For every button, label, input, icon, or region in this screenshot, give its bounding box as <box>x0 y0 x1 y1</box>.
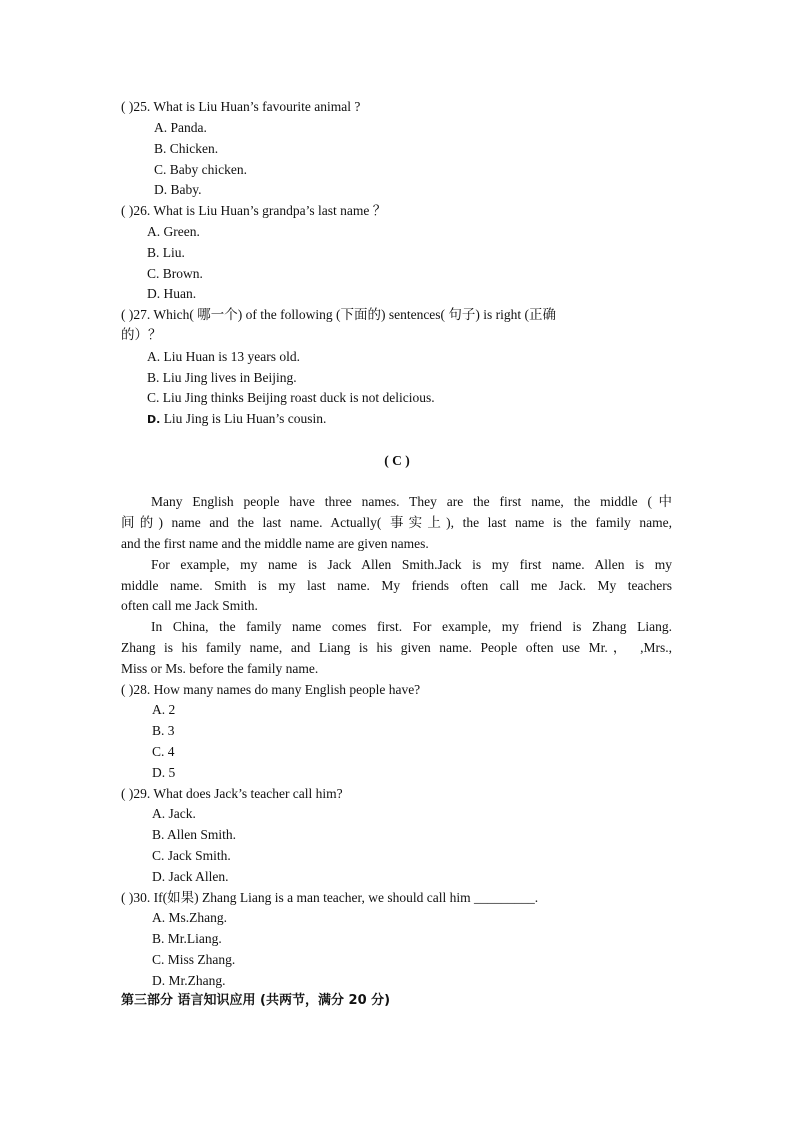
q28-option-c: C. 4 <box>152 744 175 759</box>
q25-option-c: C. Baby chicken. <box>154 162 247 177</box>
q27-option-d-text: Liu Jing is Liu Huan’s cousin. <box>160 411 327 426</box>
q30-option-b: B. Mr.Liang. <box>152 931 222 946</box>
q29-option-a: A. Jack. <box>152 806 196 821</box>
question-25-stem: ( )25. What is Liu Huan’s favourite animal ? <box>121 99 361 114</box>
q28-option-a: A. 2 <box>152 702 176 717</box>
question-26-stem: ( )26. What is Liu Huan’s grandpa’s last name ？ <box>121 203 387 218</box>
q27-option-c: C. Liu Jing thinks Beijing roast duck is not delicious. <box>147 390 435 405</box>
passage-p2-line1: For example, my name is Jack Allen Smith.Jack is my first name. Allen is my <box>151 557 672 572</box>
passage-p2-line2: middle name. Smith is my last name. My friends often call me Jack. My teachers <box>121 578 672 593</box>
q25-option-a: A. Panda. <box>154 120 207 135</box>
section-c-heading: ( C ) <box>384 453 410 468</box>
q26-option-b: B. Liu. <box>147 245 185 260</box>
q27-option-d <box>147 409 326 429</box>
question-27-stem-line1: ( )27. Which( 哪一个) of the following (下面的) sentences( 句子) is right (正确 <box>121 307 557 322</box>
q27-option-a: A. Liu Huan is 13 years old. <box>147 349 300 364</box>
q28-option-d: D. 5 <box>152 765 176 780</box>
passage-p3-line2: Zhang is his family name, and Liang is his given name. People often use Mr.， ,Mrs., <box>121 640 672 655</box>
question-29-stem: ( )29. What does Jack’s teacher call him? <box>121 786 343 801</box>
question-28-stem: ( )28. How many names do many English people have? <box>121 682 421 697</box>
q30-option-c: C. Miss Zhang. <box>152 952 236 967</box>
q30-option-a: A. Ms.Zhang. <box>152 910 227 925</box>
q25-option-d: D. Baby. <box>154 182 202 197</box>
passage-p2-line3: often call me Jack Smith. <box>121 598 258 613</box>
q26-option-c: C. Brown. <box>147 266 203 281</box>
passage-p1-line2: 间的) name and the last name. Actually( 事实上), the last name is the family name, <box>121 515 672 530</box>
q29-option-c: C. Jack Smith. <box>152 848 231 863</box>
q27-option-b: B. Liu Jing lives in Beijing. <box>147 370 297 385</box>
passage-p3-line3: Miss or Ms. before the family name. <box>121 661 319 676</box>
question-30-stem: ( )30. If(如果) Zhang Liang is a man teacher, we should call him _________. <box>121 890 539 905</box>
passage-p3-line1: In China, the family name comes first. For example, my friend is Zhang Liang. <box>151 619 672 634</box>
q26-option-d: D. Huan. <box>147 286 197 301</box>
q30-option-d: D. Mr.Zhang. <box>152 973 226 988</box>
passage-p1-line1: Many English people have three names. They are the first name, the middle (中 <box>151 494 672 509</box>
q27-option-d-letter: D. <box>147 413 161 426</box>
question-27-stem-line2: 的）？ <box>121 327 162 342</box>
q29-option-b: B. Allen Smith. <box>152 827 237 842</box>
q25-option-b: B. Chicken. <box>154 141 219 156</box>
q28-option-b: B. 3 <box>152 723 175 738</box>
q26-option-a: A. Green. <box>147 224 200 239</box>
part-3-heading: 第三部分 语言知识应用 (共两节，满分 20 分) <box>121 993 391 1008</box>
q29-option-d: D. Jack Allen. <box>152 869 229 884</box>
passage-p1-line3: and the first name and the middle name are given names. <box>121 536 429 551</box>
